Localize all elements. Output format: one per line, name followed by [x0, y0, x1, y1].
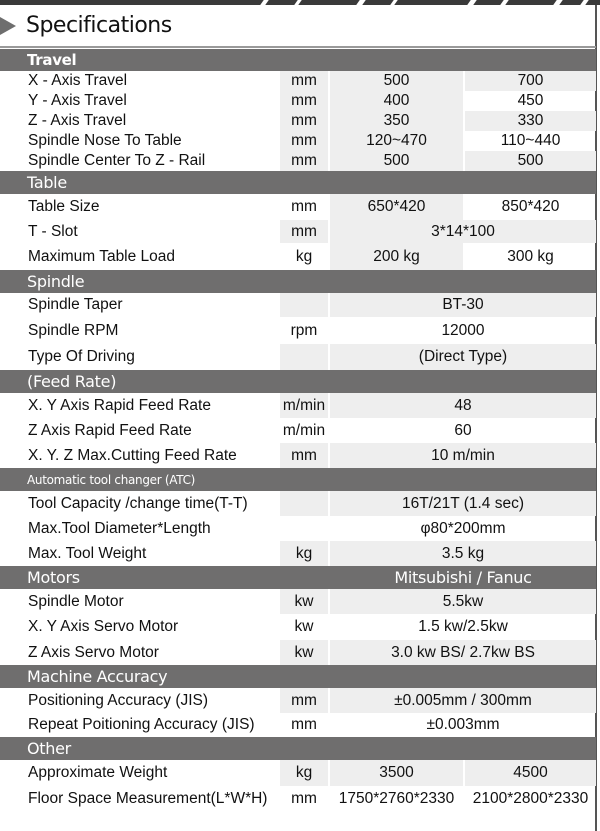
spec-value: 3*14*100 [330, 220, 596, 243]
spec-row [0, 491, 596, 516]
section-title: Motors [27, 568, 80, 587]
spec-unit [280, 344, 328, 370]
spec-row [0, 541, 596, 566]
section-header [0, 49, 596, 71]
spec-row [0, 71, 596, 91]
spec-row [0, 713, 596, 737]
spec-value: 3.0 kw BS/ 2.7kw BS [330, 640, 596, 665]
spec-label: X. Y Axis Servo Motor [28, 618, 179, 635]
spec-value-model-a: 350 [330, 111, 463, 131]
spec-row [0, 393, 596, 418]
spec-row [0, 194, 596, 220]
spec-value: 5.5kw [330, 589, 596, 614]
spec-label: Type Of Driving [28, 348, 135, 365]
section-brand-note: Mitsubishi / Fanuc [394, 568, 532, 587]
section-header [0, 566, 596, 589]
spec-value-model-b: 2100*2800*2330 [472, 790, 589, 807]
spec-value: φ80*200mm [420, 520, 506, 537]
spec-label: X. Y Axis Rapid Feed Rate [28, 397, 211, 414]
spec-value: 16T/21T (1.4 sec) [330, 491, 596, 516]
spec-value-model-b: 110~440 [500, 132, 561, 149]
spec-label: Z Axis Servo Motor [28, 644, 159, 661]
spec-label: Spindle Taper [28, 296, 123, 313]
spec-unit: mm [280, 220, 328, 243]
spec-unit: kg [295, 248, 313, 265]
spec-label: Z Axis Rapid Feed Rate [28, 422, 192, 439]
spec-unit [280, 491, 328, 516]
spec-label: Approximate Weight [28, 764, 168, 781]
spec-label: Repeat Poitioning Accuracy (JIS) [28, 716, 255, 733]
spec-label: Table Size [28, 198, 100, 215]
spec-unit [280, 293, 328, 317]
spec-value: ±0.005mm / 300mm [330, 688, 596, 713]
spec-unit: kw [280, 589, 328, 614]
spec-value-model-a: 500 [330, 71, 463, 91]
spec-row [0, 688, 596, 713]
section-header [0, 468, 596, 491]
spec-unit: mm [280, 443, 328, 468]
spec-unit: kg [280, 760, 328, 786]
section-header [0, 370, 596, 393]
spec-unit: kg [280, 541, 328, 566]
spec-value-model-a: 650*420 [330, 194, 463, 220]
spec-value-model-a: 400 [330, 91, 463, 111]
spec-unit: rpm [290, 322, 318, 339]
spec-unit: mm [291, 716, 317, 733]
spec-row [0, 293, 596, 317]
spec-row [0, 317, 596, 344]
spec-row [0, 786, 596, 812]
spec-value-model-a: 120~470 [330, 131, 463, 151]
spec-row [0, 760, 596, 786]
section-header [0, 665, 596, 688]
spec-label: Floor Space Measurement(L*W*H) [28, 790, 268, 807]
section-title: Table [27, 173, 67, 192]
spec-label: X. Y. Z Max.Cutting Feed Rate [28, 447, 237, 464]
spec-value-model-a: 3500 [330, 760, 463, 786]
spec-value: 3.5 kg [330, 541, 596, 566]
spec-unit: mm [280, 71, 328, 91]
triangle-right-icon [0, 17, 16, 35]
spec-label: Spindle Nose To Table [28, 132, 182, 149]
spec-value-model-b: 330 [465, 111, 596, 131]
spec-value: 48 [330, 393, 596, 418]
section-header [0, 737, 596, 760]
spec-unit: kw [294, 618, 314, 635]
specifications-table [0, 49, 596, 812]
spec-unit: mm [280, 91, 328, 111]
page-header [0, 6, 596, 48]
spec-unit [280, 516, 328, 541]
spec-value: (Direct Type) [330, 344, 596, 370]
spec-row [0, 91, 596, 111]
spec-unit: mm [280, 151, 328, 171]
spec-label: X - Axis Travel [28, 72, 128, 89]
section-title: Machine Accuracy [27, 667, 168, 686]
spec-unit: m/min [280, 393, 328, 418]
spec-row [0, 418, 596, 443]
spec-value-model-b: 300 kg [507, 248, 554, 265]
spec-value: ±0.003mm [426, 716, 500, 733]
spec-unit: mm [280, 688, 328, 713]
spec-row [0, 589, 596, 614]
section-title: Other [27, 739, 71, 758]
spec-row [0, 131, 596, 151]
decorative-top-band [0, 0, 600, 5]
spec-row [0, 443, 596, 468]
section-title: (Feed Rate) [27, 372, 117, 391]
spec-label: Positioning Accuracy (JIS) [28, 692, 209, 709]
spec-unit: mm [291, 198, 317, 215]
spec-value-model-b: 850*420 [501, 198, 560, 215]
spec-row [0, 640, 596, 665]
spec-label: Maximum Table Load [28, 248, 176, 265]
spec-value-model-a: 200 kg [330, 243, 463, 270]
spec-label: Spindle RPM [28, 322, 119, 339]
spec-row [0, 614, 596, 640]
section-title: Travel [27, 51, 77, 69]
spec-label: T - Slot [28, 223, 78, 240]
section-title: Spindle [27, 272, 85, 291]
spec-row [0, 516, 596, 541]
section-title: Automatic tool changer (ATC) [27, 473, 196, 487]
spec-value-model-b: 700 [465, 71, 596, 91]
spec-value: 10 m/min [330, 443, 596, 468]
spec-row [0, 151, 596, 171]
spec-value-model-a: 500 [330, 151, 463, 171]
spec-value: 60 [454, 422, 472, 439]
page-title: Specifications [26, 13, 172, 38]
spec-row [0, 344, 596, 370]
spec-value: BT-30 [330, 293, 596, 317]
spec-value-model-b: 4500 [465, 760, 596, 786]
spec-value-model-b: 500 [465, 151, 596, 171]
spec-value: 1.5 kw/2.5kw [418, 618, 508, 635]
spec-value: 12000 [441, 322, 485, 339]
spec-value-model-a: 1750*2760*2330 [338, 790, 455, 807]
spec-label: Max.Tool Diameter*Length [28, 520, 211, 537]
spec-label: Max. Tool Weight [28, 545, 147, 562]
spec-unit: kw [280, 640, 328, 665]
section-header [0, 171, 596, 194]
spec-unit: mm [280, 111, 328, 131]
spec-label: Y - Axis Travel [28, 92, 127, 109]
spec-row [0, 243, 596, 270]
spec-label: Spindle Center To Z - Rail [28, 152, 206, 169]
spec-unit: mm [291, 790, 317, 807]
spec-value-model-b: 450 [517, 92, 544, 109]
spec-label: Tool Capacity /change time(T-T) [28, 495, 248, 512]
spec-label: Z - Axis Travel [28, 112, 127, 129]
spec-row [0, 111, 596, 131]
spec-unit: m/min [282, 422, 326, 439]
section-header [0, 270, 596, 293]
spec-unit: mm [280, 131, 328, 151]
spec-row [0, 220, 596, 243]
spec-label: Spindle Motor [28, 593, 124, 610]
